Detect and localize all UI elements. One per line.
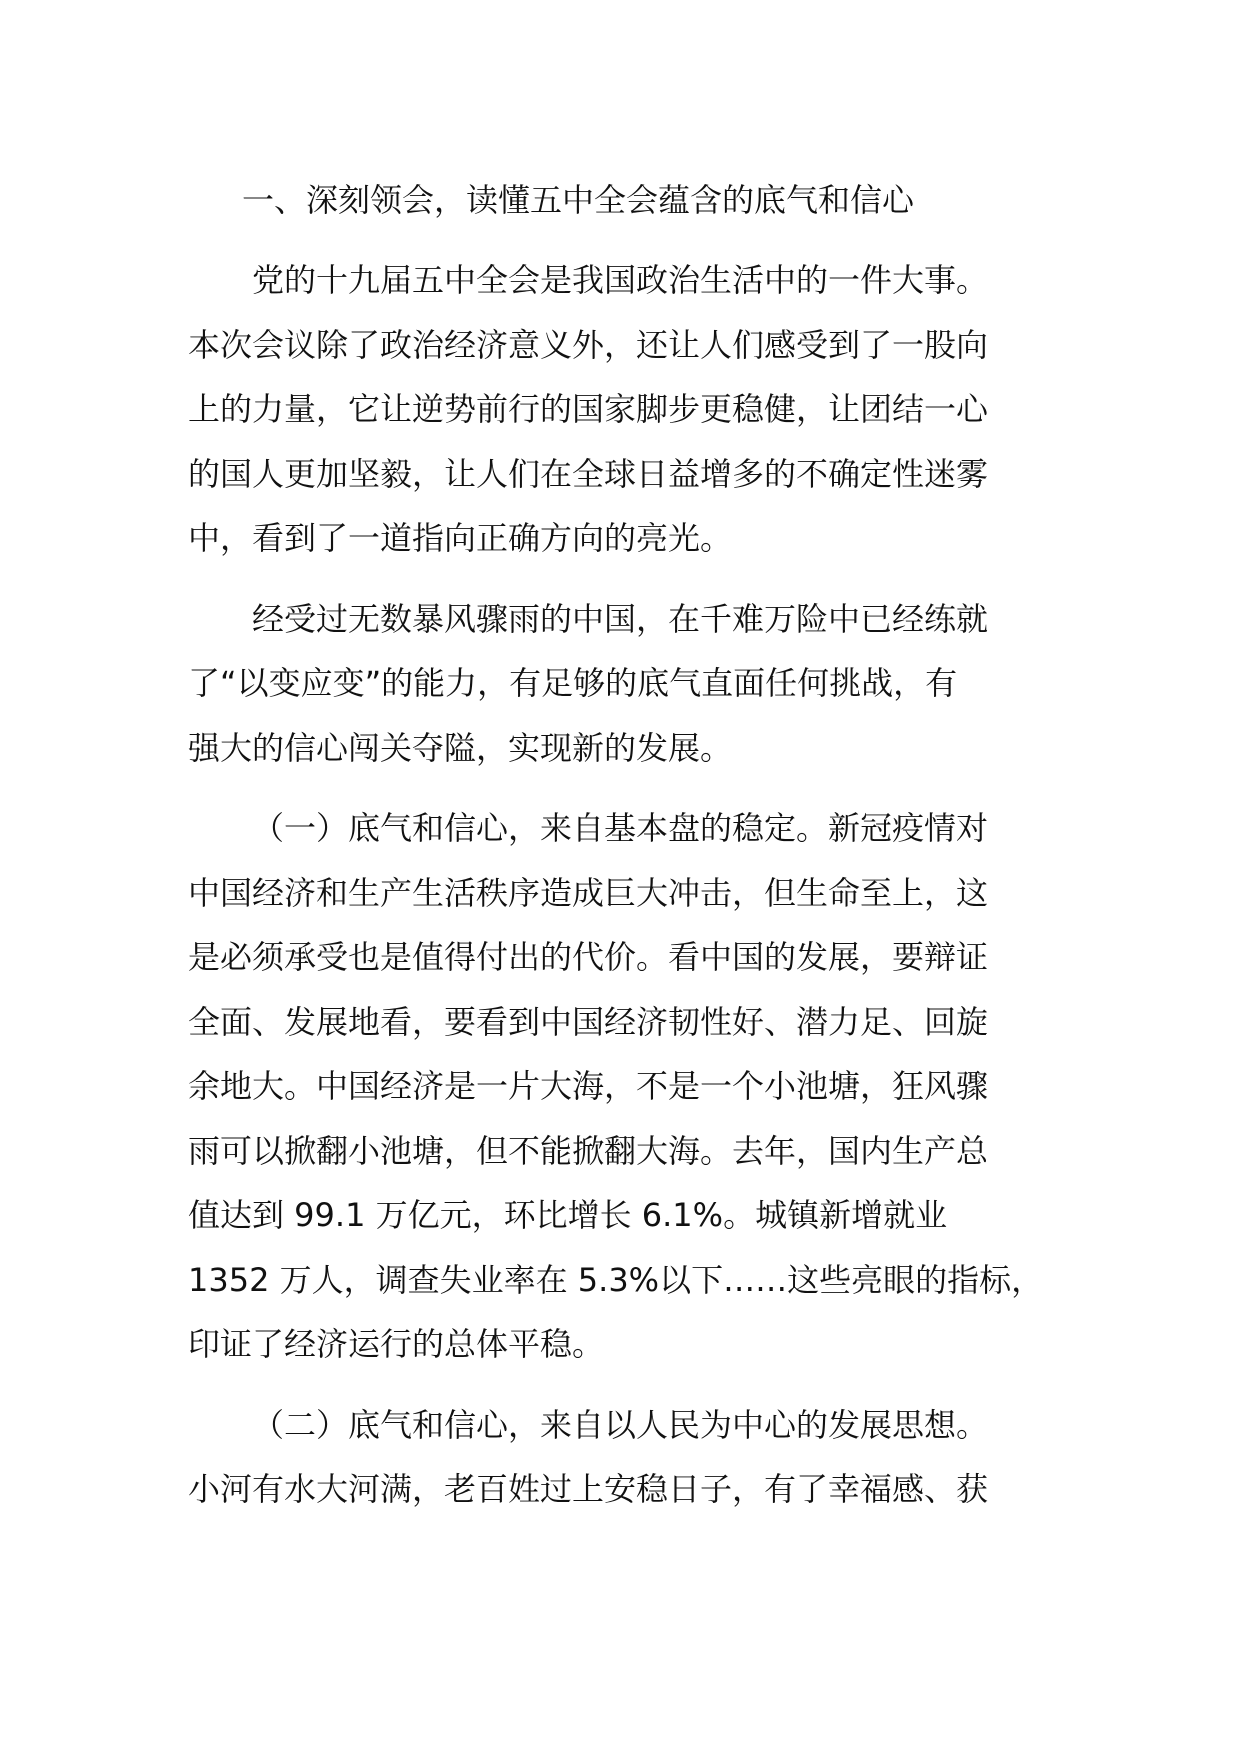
paragraph-line: 经受过无数暴风骤雨的中国，在千难万险中已经练就 — [252, 599, 989, 638]
paragraph-line: 本次会议除了政治经济意义外，还让人们感受到了一股向 — [188, 325, 989, 364]
paragraph-line: （二）底气和信心，来自以人民为中心的发展思想。 — [252, 1405, 989, 1444]
paragraph-line: 强大的信心闯关夺隘，实现新的发展。 — [188, 728, 733, 767]
section-heading: 一、深刻领会，读懂五中全会蕴含的底气和信心 — [242, 181, 915, 219]
paragraph-line: 是必须承受也是值得付出的代价。看中国的发展，要辩证 — [188, 938, 989, 976]
paragraph-4 — [188, 1393, 1060, 1522]
paragraph-line: 余地大。中国经济是一片大海，不是一个小池塘，狂风骤 — [188, 1067, 989, 1105]
paragraph-1 — [188, 248, 1060, 571]
paragraph-line: 的国人更加坚毅，让人们在全球日益增多的不确定性迷雾 — [188, 454, 989, 493]
paragraph-line: 了“以变应变”的能力，有足够的底气直面任何挑战，有 — [188, 664, 958, 702]
paragraph-line: 小河有水大河满，老百姓过上安稳日子，有了幸福感、获 — [188, 1470, 989, 1508]
paragraph-line: 全面、发展地看，要看到中国经济韧性好、潜力足、回旋 — [188, 1002, 989, 1041]
paragraph-line: （一）底气和信心，来自基本盘的稳定。新冠疫情对 — [252, 809, 989, 847]
paragraph-3 — [188, 796, 1060, 1377]
paragraph-line: 中，看到了一道指向正确方向的亮光。 — [188, 519, 733, 557]
paragraph-line: 党的十九届五中全会是我国政治生活中的一件大事。 — [252, 261, 989, 299]
document-body — [188, 168, 1060, 1538]
paragraph-line: 上的力量，它让逆势前行的国家脚步更稳健，让团结一心 — [188, 390, 989, 428]
paragraph-line: 印证了经济运行的总体平稳。 — [188, 1325, 605, 1363]
paragraph-2 — [188, 587, 1060, 781]
paragraph-line: 值达到 99.1 万亿元，环比增长 6.1%。城镇新增就业 — [188, 1196, 948, 1234]
paragraph-line: 中国经济和生产生活秩序造成巨大冲击，但生命至上，这 — [188, 873, 989, 912]
paragraph-line: 1352 万人，调查失业率在 5.3%以下……这些亮眼的指标， — [188, 1260, 1044, 1299]
paragraph-line: 雨可以掀翻小池塘，但不能掀翻大海。去年，国内生产总 — [188, 1131, 989, 1170]
